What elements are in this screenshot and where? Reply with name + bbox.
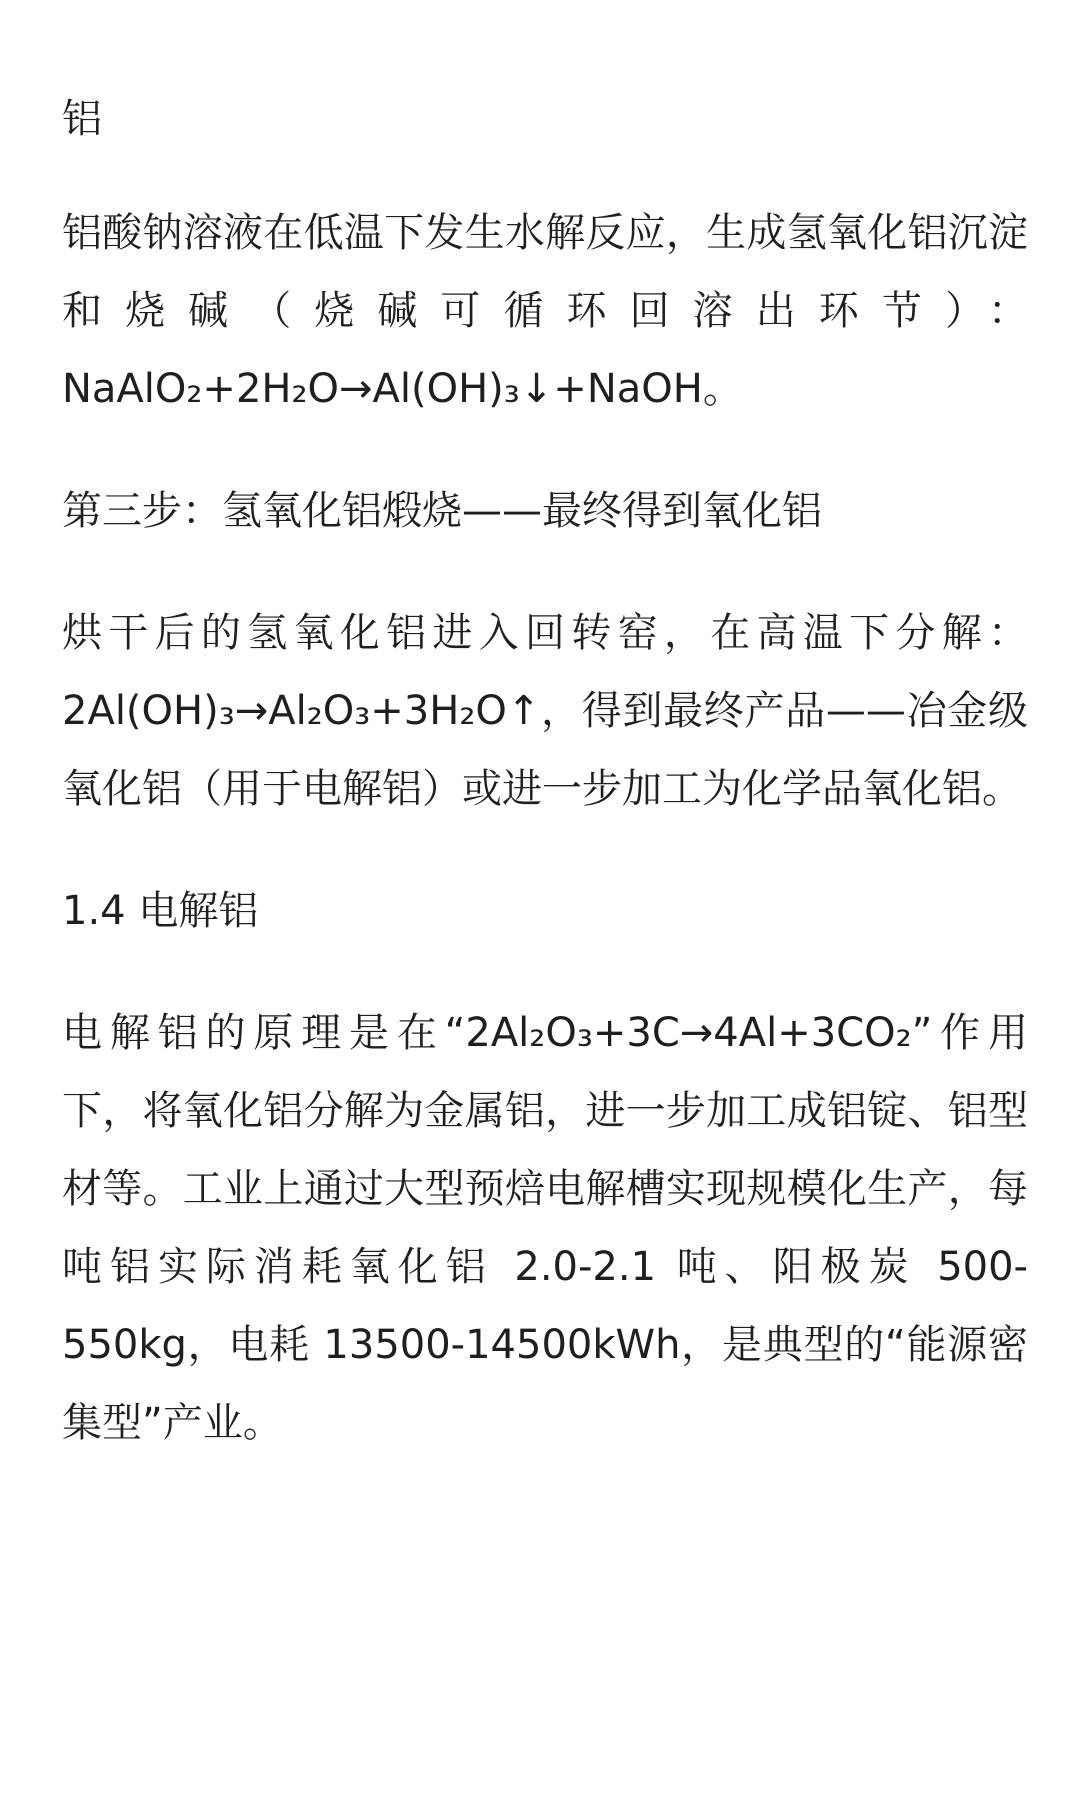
paragraph-tail-fragment: 铝 — [62, 96, 102, 142]
step-three-heading: 第三步：氢氧化铝煅烧——最终得到氧化铝 — [62, 488, 822, 534]
section-heading-electrolytic-aluminum: 1.4 电解铝 — [62, 888, 259, 934]
article-body — [62, 80, 1028, 1506]
paragraph-hydrolysis: 铝酸钠溶液在低温下发生水解反应，生成氢氧化铝沉淀和烧碱（烧碱可循环回溶出环节）：NaAlO₂+2H₂O→Al(OH)₃↓+NaOH。 — [62, 210, 1028, 412]
paragraph-calcination: 烘干后的氢氧化铝进入回转窑，在高温下分解：2Al(OH)₃→Al₂O₃+3H₂O↑，得到最终产品——冶金级氧化铝（用于电解铝）或进一步加工为化学品氧化铝。 — [62, 610, 1028, 812]
paragraph-electrolysis: 电解铝的原理是在“2Al₂O₃+3C→4Al+3CO₂”作用下，将氧化铝分解为金属铝，进一步加工成铝锭、铝型材等。工业上通过大型预焙电解槽实现规模化生产，每吨铝实际消耗氧化铝 2.0-2.1 吨、阳极炭 500-550kg，电耗 13500-14500kWh，是典型的“能源密集型”产业。 — [62, 1010, 1028, 1446]
